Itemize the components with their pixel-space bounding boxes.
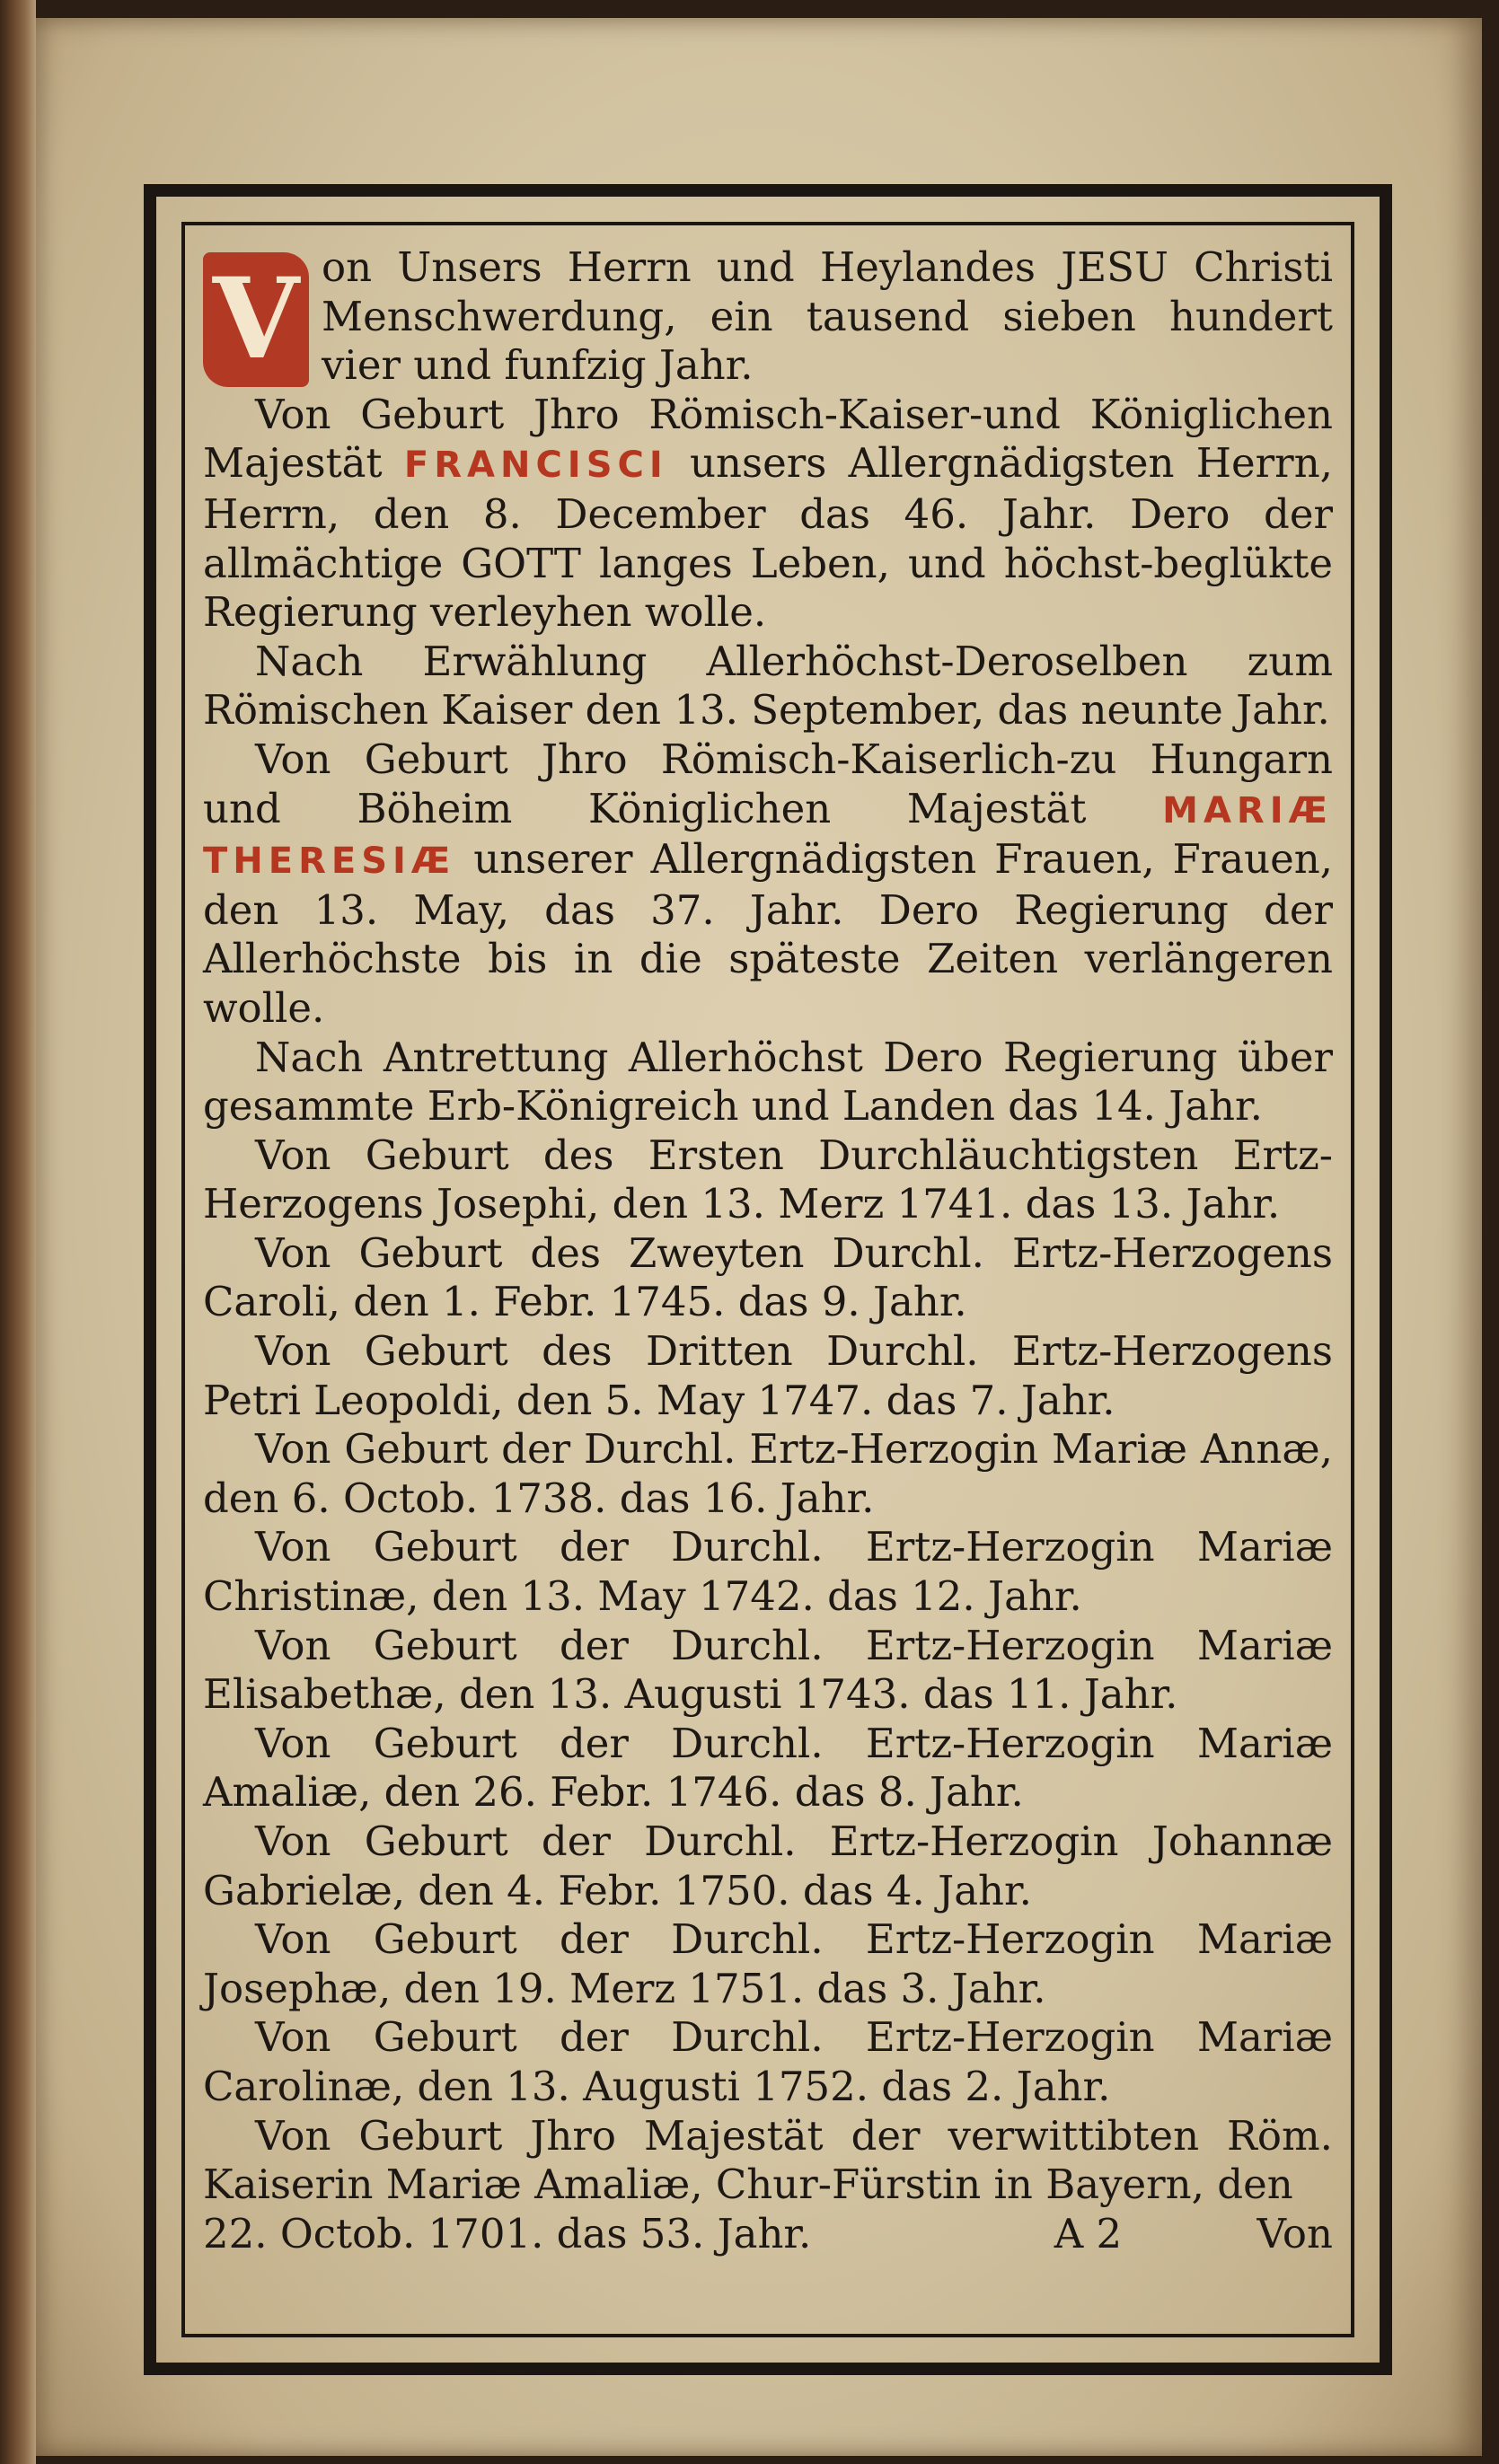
paragraph-text: Von Geburt Jhro Römisch-Kaiser-und Königlichen Majestät bbox=[203, 390, 1333, 488]
paragraph-anna: Von Geburt der Durchl. Ertz-Herzogin Mariæ Annæ, den 6. Octob. 1738. das 16. Jahr. bbox=[203, 1425, 1333, 1522]
decorated-initial: V bbox=[203, 252, 309, 387]
paragraph-christina: Von Geburt der Durchl. Ertz-Herzogin Mariæ Christinæ, den 13. May 1742. das 12. Jahr. bbox=[203, 1523, 1333, 1621]
paragraph-text: unserer Allergnädigsten Frauen, Frauen, den 13. May, das 37. Jahr. Dero Regierung der Allerhöchste bis in die späteste Zeiten verlängeren wolle. bbox=[203, 835, 1333, 1032]
paragraph-intro bbox=[203, 243, 1333, 391]
paragraph-joseph: Von Geburt des Ersten Durchläuchtigsten Ertz-Herzogens Josephi, den 13. Merz 1741. das 13. Jahr. bbox=[203, 1131, 1333, 1228]
paragraph-emperor bbox=[203, 391, 1333, 638]
paragraph-election: Nach Erwählung Allerhöchst-Deroselben zum Römischen Kaiser den 13. September, das neunte Jahr. bbox=[203, 637, 1333, 735]
name-maria-theresia-rubric: MARIÆ THERESIÆ bbox=[203, 789, 1333, 883]
book-spine bbox=[0, 0, 36, 2464]
paragraph-text: Von Geburt Jhro Römisch-Kaiserlich-zu Hungarn und Böheim Königlichen Majestät bbox=[203, 735, 1333, 832]
paragraph-carl: Von Geburt des Zweyten Durchl. Ertz-Herzogens Caroli, den 1. Febr. 1745. das 9. Jahr. bbox=[203, 1228, 1333, 1326]
signature-mark: A 2 bbox=[1054, 2209, 1123, 2257]
paragraph-widow-empress: Von Geburt Jhro Majestät der verwittibten Röm. Kaiserin Mariæ Amaliæ, Chur-Fürstin in Bayern, den bbox=[203, 2111, 1333, 2209]
name-franz-rubric: FRANCISCI bbox=[403, 444, 668, 487]
paragraph-text: unsers Allergnädigsten Herrn, Herrn, den 8. December das 46. Jahr. Dero der allmächtige GOTT langes Leben, und höchst-beglükte Regierung verleyhen wolle. bbox=[203, 439, 1333, 637]
page-text-block bbox=[203, 243, 1333, 2258]
page-border-outer bbox=[144, 184, 1392, 2375]
final-line-text: 22. Octob. 1701. das 53. Jahr. bbox=[203, 2209, 812, 2257]
paragraph-elisabeth: Von Geburt der Durchl. Ertz-Herzogin Mariæ Elisabethæ, den 13. Augusti 1743. das 11. Jahr. bbox=[203, 1621, 1333, 1719]
final-line bbox=[203, 2210, 1333, 2259]
paragraph-carolina: Von Geburt der Durchl. Ertz-Herzogin Mariæ Carolinæ, den 13. Augusti 1752. das 2. Jahr. bbox=[203, 2013, 1333, 2110]
paragraph-empress bbox=[203, 735, 1333, 1034]
paragraph-amalia: Von Geburt der Durchl. Ertz-Herzogin Mariæ Amaliæ, den 26. Febr. 1746. das 8. Jahr. bbox=[203, 1719, 1333, 1817]
paragraph-text: on Unsers Herrn und Heylandes JESU Christi Menschwerdung, ein tausend sieben hundert vier und funfzig Jahr. bbox=[322, 243, 1333, 390]
book-page bbox=[36, 18, 1482, 2456]
paragraph-johanna: Von Geburt der Durchl. Ertz-Herzogin Johannæ Gabrielæ, den 4. Febr. 1750. das 4. Jahr. bbox=[203, 1817, 1333, 1914]
paragraph-josepha: Von Geburt der Durchl. Ertz-Herzogin Mariæ Josephæ, den 19. Merz 1751. das 3. Jahr. bbox=[203, 1915, 1333, 2012]
paragraph-leopold: Von Geburt des Dritten Durchl. Ertz-Herzogens Petri Leopoldi, den 5. May 1747. das 7. Jahr. bbox=[203, 1327, 1333, 1424]
paragraph-reign: Nach Antrettung Allerhöchst Dero Regierung über gesammte Erb-Königreich und Landen das 14. Jahr. bbox=[203, 1033, 1333, 1131]
catchword: Von bbox=[1257, 2209, 1333, 2257]
